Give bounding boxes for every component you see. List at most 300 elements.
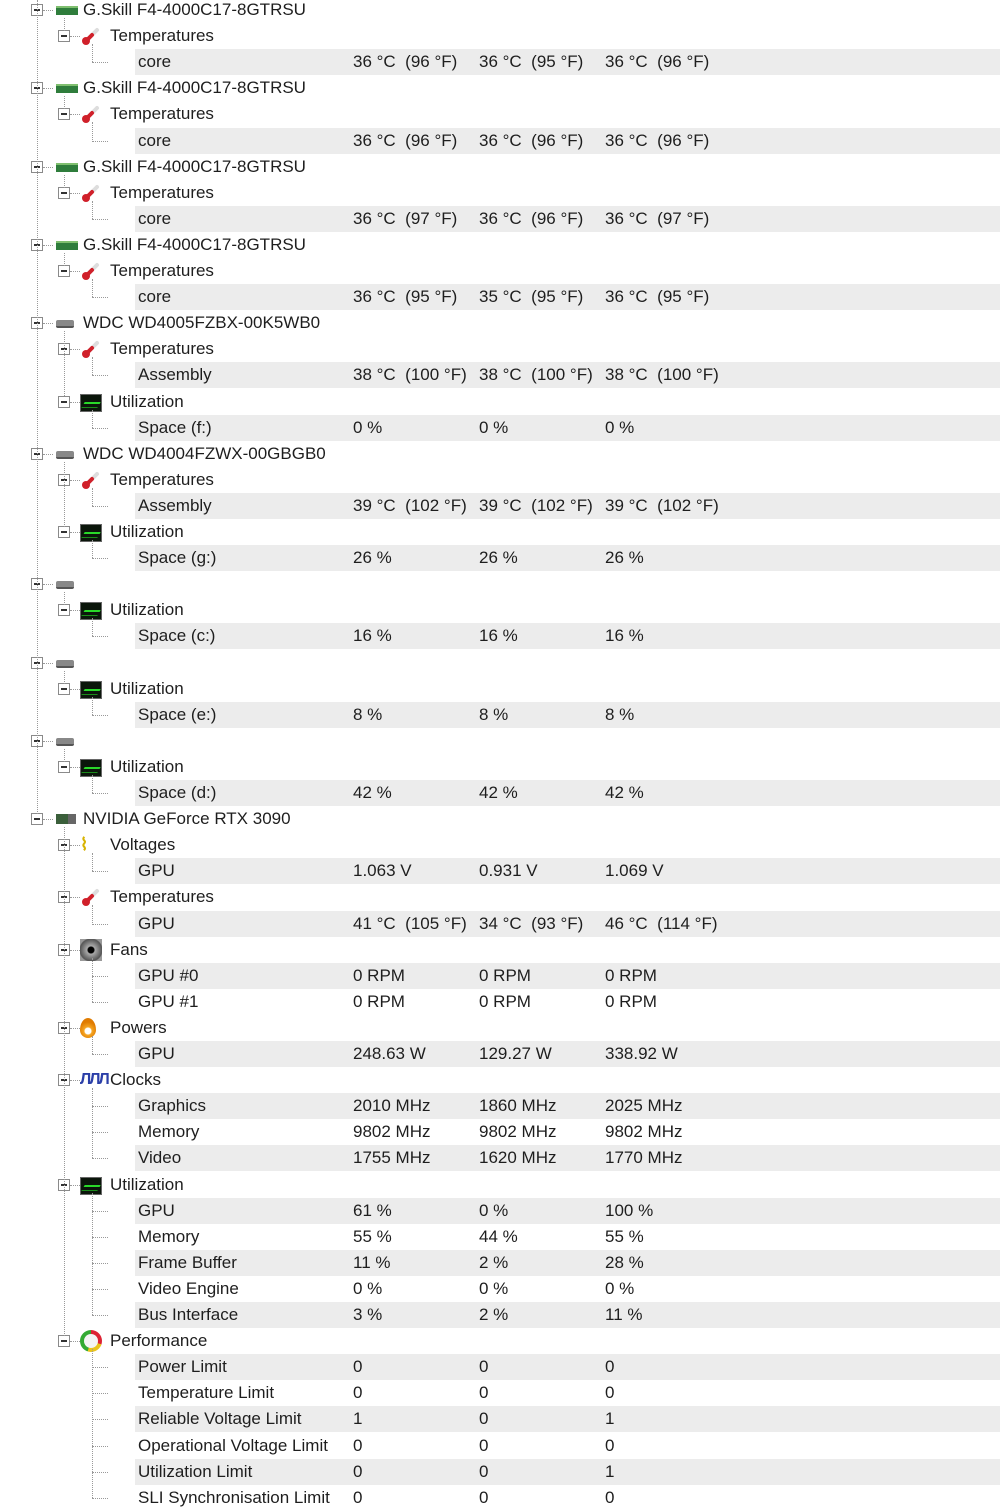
device-row[interactable] [0, 650, 1000, 676]
sensor-label: GPU #1 [138, 991, 199, 1011]
collapse-toggle[interactable] [58, 108, 70, 120]
device-row[interactable] [0, 728, 1000, 754]
tree-connector [64, 96, 65, 109]
value-max: 0 % [605, 417, 635, 437]
sensor-label: GPU [138, 1200, 175, 1220]
thermometer-icon [80, 340, 100, 360]
thermometer-icon [80, 888, 100, 908]
tree-connector [92, 1419, 108, 1420]
value-max: 1.069 V [605, 861, 664, 881]
sensor-group-row[interactable] [0, 597, 1000, 623]
tree-connector [92, 506, 108, 507]
value-current: 1755 MHz [353, 1148, 431, 1168]
value-min: 16 % [479, 626, 518, 646]
sensor-row[interactable] [0, 1093, 1000, 1119]
row-highlight [135, 1302, 1000, 1328]
sensor-label: core [138, 52, 172, 72]
tree-connector [92, 141, 108, 142]
tree-connector [92, 428, 108, 429]
value-max: 38 °C (100 °F) [605, 365, 719, 385]
group-name: Temperatures [110, 887, 214, 907]
value-max: 36 °C (95 °F) [605, 287, 710, 307]
tree-connector [64, 462, 65, 527]
sensor-row[interactable] [0, 1224, 1000, 1250]
tree-connector [92, 357, 93, 375]
tree-connector [37, 0, 38, 814]
tree-connector [64, 592, 65, 605]
sensor-group-row[interactable] [0, 519, 1000, 545]
collapse-toggle[interactable] [58, 683, 70, 695]
power-icon [80, 1018, 96, 1038]
tree-connector [92, 871, 108, 872]
performance-icon [80, 1330, 102, 1352]
tree-connector [64, 18, 65, 31]
collapse-toggle[interactable] [58, 30, 70, 42]
value-max: 338.92 W [605, 1044, 678, 1063]
utilization-icon [80, 524, 102, 542]
tree-connector [70, 1341, 80, 1342]
sensor-group-row[interactable] [0, 467, 1000, 493]
device-row[interactable] [0, 571, 1000, 597]
group-name: Clocks [110, 1070, 162, 1090]
ram-icon [56, 163, 78, 172]
collapse-toggle[interactable] [58, 526, 70, 538]
tree-connector [92, 1158, 108, 1159]
tree-connector [43, 323, 53, 324]
value-min: 0 RPM [479, 965, 531, 985]
sensor-row[interactable] [0, 963, 1000, 989]
tree-connector [92, 853, 93, 871]
tree-connector [92, 905, 93, 923]
device-row[interactable] [0, 0, 1000, 23]
tree-connector [92, 1289, 108, 1290]
row-highlight [135, 1093, 1000, 1119]
fan-icon [80, 939, 102, 961]
device-row[interactable] [0, 232, 1000, 258]
device-row[interactable] [0, 75, 1000, 101]
value-current: 248.63 W [353, 1044, 426, 1063]
sensor-label: GPU #0 [138, 965, 199, 985]
tree-connector [92, 488, 93, 506]
tree-connector [92, 636, 108, 637]
tree-connector [70, 532, 80, 533]
sensor-group-row[interactable] [0, 258, 1000, 284]
value-min: 0 % [479, 1278, 509, 1298]
thermometer-icon [80, 471, 100, 491]
device-name: G.Skill F4-4000C17-8GTRSU [83, 0, 306, 19]
value-min: 9802 MHz [479, 1122, 557, 1142]
sensor-row[interactable] [0, 362, 1000, 388]
sensor-row[interactable] [0, 206, 1000, 232]
value-min: 129.27 W [479, 1044, 552, 1063]
value-max: 0 [605, 1357, 615, 1377]
value-min: 42 % [479, 783, 518, 802]
sensor-row[interactable] [0, 1145, 1000, 1171]
value-max: 26 % [605, 548, 644, 568]
sensor-group-row[interactable] [0, 336, 1000, 362]
tree-connector [92, 1472, 108, 1473]
device-name: WDC WD4004FZWX-00GBGB0 [83, 443, 326, 463]
tree-connector [92, 1349, 93, 1498]
thermometer-icon [80, 105, 100, 125]
value-current: 9802 MHz [353, 1122, 431, 1142]
tree-connector [92, 1002, 108, 1003]
sensor-group-row[interactable] [0, 937, 1000, 963]
sensor-group-row[interactable] [0, 1172, 1000, 1198]
sensor-group-row[interactable] [0, 1067, 1000, 1093]
value-current: 8 % [353, 704, 383, 724]
value-current: 0 RPM [353, 965, 405, 985]
value-max: 42 % [605, 783, 644, 802]
group-name: Temperatures [110, 26, 214, 46]
tree-connector [92, 924, 108, 925]
group-name: Utilization [110, 600, 184, 620]
sensor-label: Space (g:) [138, 548, 217, 568]
sensor-row[interactable] [0, 1380, 1000, 1406]
value-min: 0 [479, 1357, 489, 1377]
value-current: 1.063 V [353, 861, 412, 881]
value-min: 1620 MHz [479, 1148, 557, 1168]
value-min: 0 RPM [479, 991, 531, 1011]
sensor-label: core [138, 208, 172, 228]
ram-icon [56, 84, 78, 93]
sensor-label: Temperature Limit [138, 1383, 275, 1403]
value-min: 0 [479, 1461, 489, 1481]
value-current: 41 °C (105 °F) [353, 913, 467, 933]
sensor-label: GPU [138, 1044, 175, 1063]
row-highlight [135, 623, 1000, 649]
tree-connector [92, 1498, 108, 1499]
tree-connector [92, 1036, 93, 1054]
group-name: Fans [110, 939, 148, 959]
tree-connector [70, 610, 80, 611]
value-max: 55 % [605, 1226, 644, 1246]
value-current: 0 [353, 1357, 363, 1377]
group-name: Temperatures [110, 104, 214, 124]
row-highlight [135, 1250, 1000, 1276]
tree-connector [92, 279, 93, 297]
device-name: G.Skill F4-4000C17-8GTRSU [83, 234, 306, 254]
value-current: 36 °C (95 °F) [353, 287, 458, 307]
value-min: 35 °C (95 °F) [479, 287, 584, 307]
value-min: 2 % [479, 1252, 509, 1272]
value-min: 38 °C (100 °F) [479, 365, 593, 385]
sensor-group-row[interactable] [0, 23, 1000, 49]
sensor-row[interactable] [0, 545, 1000, 571]
value-current: 0 % [353, 1278, 383, 1298]
sensor-row[interactable] [0, 1433, 1000, 1459]
group-name: Utilization [110, 391, 184, 411]
tree-connector [70, 349, 80, 350]
tree-connector [70, 1080, 80, 1081]
collapse-toggle[interactable] [58, 761, 70, 773]
value-current: 42 % [353, 783, 392, 802]
value-current: 36 °C (97 °F) [353, 208, 458, 228]
thermometer-icon [80, 27, 100, 47]
sensor-label: GPU [138, 861, 175, 881]
tree-connector [70, 767, 80, 768]
sensor-row[interactable] [0, 415, 1000, 441]
row-highlight [135, 1198, 1000, 1224]
sensor-row[interactable] [0, 1485, 1000, 1511]
value-current: 39 °C (102 °F) [353, 495, 467, 515]
tree-connector [70, 897, 80, 898]
sensor-label: Operational Voltage Limit [138, 1435, 328, 1455]
collapse-toggle[interactable] [58, 396, 70, 408]
sensor-row[interactable] [0, 128, 1000, 154]
value-current: 36 °C (96 °F) [353, 130, 458, 150]
sensor-label: Utilization Limit [138, 1461, 253, 1481]
tree-connector [70, 271, 80, 272]
sensor-row[interactable] [0, 911, 1000, 937]
sensor-row[interactable] [0, 989, 1000, 1015]
sensor-row[interactable] [0, 1302, 1000, 1328]
sensor-row[interactable] [0, 702, 1000, 728]
group-name: Utilization [110, 1174, 184, 1194]
tree-connector [92, 1088, 93, 1158]
device-row[interactable] [0, 806, 1000, 832]
sensor-row[interactable] [0, 623, 1000, 649]
device-row[interactable] [0, 154, 1000, 180]
value-current: 38 °C (100 °F) [353, 365, 467, 385]
value-current: 11 % [353, 1252, 391, 1272]
tree-connector [64, 827, 65, 1336]
tree-connector [70, 689, 80, 690]
value-max: 1 [605, 1409, 615, 1429]
value-max: 2025 MHz [605, 1096, 683, 1116]
utilization-icon [80, 394, 102, 412]
value-min: 0 % [479, 1200, 509, 1220]
value-max: 39 °C (102 °F) [605, 495, 719, 515]
value-current: 36 °C (96 °F) [353, 52, 458, 72]
sensor-group-row[interactable] [0, 884, 1000, 910]
value-max: 1770 MHz [605, 1148, 683, 1168]
tree-connector [92, 1106, 108, 1107]
group-name: Temperatures [110, 261, 214, 280]
sensor-group-row[interactable] [0, 832, 1000, 858]
device-row[interactable] [0, 310, 1000, 336]
sensor-row[interactable] [0, 1250, 1000, 1276]
sensor-row[interactable] [0, 1119, 1000, 1145]
hdd-icon [56, 581, 74, 589]
value-max: 100 % [605, 1200, 654, 1220]
utilization-icon [80, 681, 102, 699]
value-current: 0 [353, 1487, 363, 1507]
tree-connector [64, 749, 65, 762]
device-name: WDC WD4005FZBX-00K5WB0 [83, 313, 321, 333]
collapse-toggle[interactable] [58, 265, 70, 277]
device-row[interactable] [0, 441, 1000, 467]
value-current: 55 % [353, 1226, 392, 1246]
tree-connector [92, 1237, 108, 1238]
value-min: 39 °C (102 °F) [479, 495, 593, 515]
tree-connector [70, 1028, 80, 1029]
sensor-label: Space (e:) [138, 704, 217, 724]
sensor-label: Assembly [138, 365, 212, 385]
value-max: 0 [605, 1487, 615, 1507]
value-max: 36 °C (96 °F) [605, 130, 710, 150]
tree-connector [43, 167, 53, 168]
clock-icon: ЛЛЛ [80, 1071, 108, 1089]
tree-connector [70, 36, 80, 37]
row-highlight [135, 415, 1000, 441]
gpu-icon [56, 814, 76, 824]
tree-connector [92, 540, 93, 558]
sensor-row[interactable] [0, 1198, 1000, 1224]
sensor-group-row[interactable] [0, 101, 1000, 127]
value-max: 0 RPM [605, 965, 657, 985]
tree-connector [92, 1393, 108, 1394]
tree-connector [70, 950, 80, 951]
sensor-label: Video [138, 1148, 182, 1168]
tree-connector [43, 88, 53, 89]
tree-connector [43, 454, 53, 455]
value-max: 1 [605, 1461, 615, 1481]
tree-connector [92, 1211, 108, 1212]
tree-connector [43, 741, 53, 742]
value-max: 9802 MHz [605, 1122, 683, 1142]
sensor-label: Space (d:) [138, 783, 217, 802]
sensor-label: Memory [138, 1226, 200, 1246]
tree-connector [70, 193, 80, 194]
value-min: 34 °C (93 °F) [479, 913, 584, 933]
utilization-icon [80, 602, 102, 620]
group-name: Temperatures [110, 182, 214, 202]
device-name: G.Skill F4-4000C17-8GTRSU [83, 78, 306, 98]
row-highlight [135, 702, 1000, 728]
tree-connector [92, 1263, 108, 1264]
sensor-group-row[interactable] [0, 389, 1000, 415]
tree-connector [64, 175, 65, 188]
sensor-label: Video Engine [138, 1278, 239, 1298]
tree-connector [43, 245, 53, 246]
value-max: 11 % [605, 1305, 643, 1324]
tree-connector [92, 775, 93, 793]
sensor-label: SLI Synchronisation Limit [138, 1487, 330, 1507]
value-min: 0 [479, 1435, 489, 1455]
value-max: 8 % [605, 704, 635, 724]
thermometer-icon [80, 262, 100, 282]
value-current: 0 % [353, 417, 383, 437]
sensor-row[interactable] [0, 493, 1000, 519]
value-max: 36 °C (97 °F) [605, 208, 710, 228]
tree-connector [64, 331, 65, 396]
value-max: 36 °C (96 °F) [605, 52, 710, 72]
sensor-group-row[interactable] [0, 180, 1000, 206]
value-current: 61 % [353, 1200, 392, 1220]
sensor-group-row[interactable] [0, 1328, 1000, 1354]
tree-connector [43, 819, 53, 820]
value-max: 0 % [605, 1278, 635, 1298]
sensor-label: Space (c:) [138, 626, 216, 646]
sensor-label: Graphics [138, 1096, 207, 1116]
value-current: 1 [353, 1409, 363, 1429]
voltage-icon: ⌇ [80, 835, 89, 855]
tree-connector [43, 584, 53, 585]
tree-connector [64, 253, 65, 266]
group-name: Utilization [110, 756, 184, 776]
sensor-group-row[interactable] [0, 1015, 1000, 1041]
device-name: NVIDIA GeForce RTX 3090 [83, 809, 291, 829]
tree-connector [92, 201, 93, 219]
value-current: 0 RPM [353, 991, 405, 1011]
tree-connector [92, 62, 108, 63]
hdd-icon [56, 320, 74, 328]
tree-connector [92, 1315, 108, 1316]
group-name: Utilization [110, 678, 184, 698]
tree-connector [92, 558, 108, 559]
group-name: Performance [110, 1331, 208, 1351]
tree-connector [92, 1367, 108, 1368]
group-name: Temperatures [110, 339, 214, 359]
value-min: 0 [479, 1487, 489, 1507]
tree-connector [64, 671, 65, 684]
tree-connector [43, 663, 53, 664]
ram-icon [56, 6, 78, 15]
collapse-toggle[interactable] [58, 1335, 70, 1347]
sensor-group-row[interactable] [0, 754, 1000, 780]
sensor-row[interactable] [0, 1406, 1000, 1432]
tree-connector [92, 793, 108, 794]
value-current: 0 [353, 1435, 363, 1455]
tree-connector [92, 375, 108, 376]
hdd-icon [56, 660, 74, 668]
sensor-row[interactable] [0, 1459, 1000, 1485]
sensor-label: Frame Buffer [138, 1252, 237, 1272]
value-current: 3 % [353, 1305, 383, 1324]
sensor-row[interactable] [0, 780, 1000, 806]
value-min: 8 % [479, 704, 509, 724]
row-highlight [135, 780, 1000, 806]
sensor-label: GPU [138, 913, 175, 933]
row-highlight [135, 1041, 1000, 1067]
group-name: Powers [110, 1017, 167, 1037]
tree-connector [92, 122, 93, 140]
value-current: 2010 MHz [353, 1096, 431, 1116]
sensor-row[interactable] [0, 49, 1000, 75]
group-name: Temperatures [110, 469, 214, 489]
sensor-row[interactable] [0, 858, 1000, 884]
tree-connector [92, 44, 93, 62]
sensor-row[interactable] [0, 1354, 1000, 1380]
tree-connector [92, 219, 108, 220]
value-min: 1860 MHz [479, 1096, 557, 1116]
sensor-group-row[interactable] [0, 676, 1000, 702]
sensor-row[interactable] [0, 1276, 1000, 1302]
collapse-toggle[interactable] [31, 813, 43, 825]
value-min: 36 °C (96 °F) [479, 208, 584, 228]
sensor-label: Assembly [138, 495, 212, 515]
sensor-row[interactable] [0, 1041, 1000, 1067]
tree-connector [92, 697, 93, 715]
value-min: 0.931 V [479, 861, 538, 881]
value-current: 26 % [353, 548, 392, 568]
row-highlight [135, 858, 1000, 884]
sensor-label: Power Limit [138, 1357, 227, 1377]
value-max: 0 [605, 1435, 615, 1455]
tree-connector [70, 114, 80, 115]
row-highlight [135, 1459, 1000, 1485]
sensor-label: Memory [138, 1122, 200, 1142]
collapse-toggle[interactable] [58, 187, 70, 199]
ram-icon [56, 241, 78, 250]
thermometer-icon [80, 184, 100, 204]
tree-connector [43, 10, 53, 11]
sensor-row[interactable] [0, 284, 1000, 310]
value-min: 44 % [479, 1226, 518, 1246]
collapse-toggle[interactable] [58, 604, 70, 616]
tree-connector [92, 715, 108, 716]
